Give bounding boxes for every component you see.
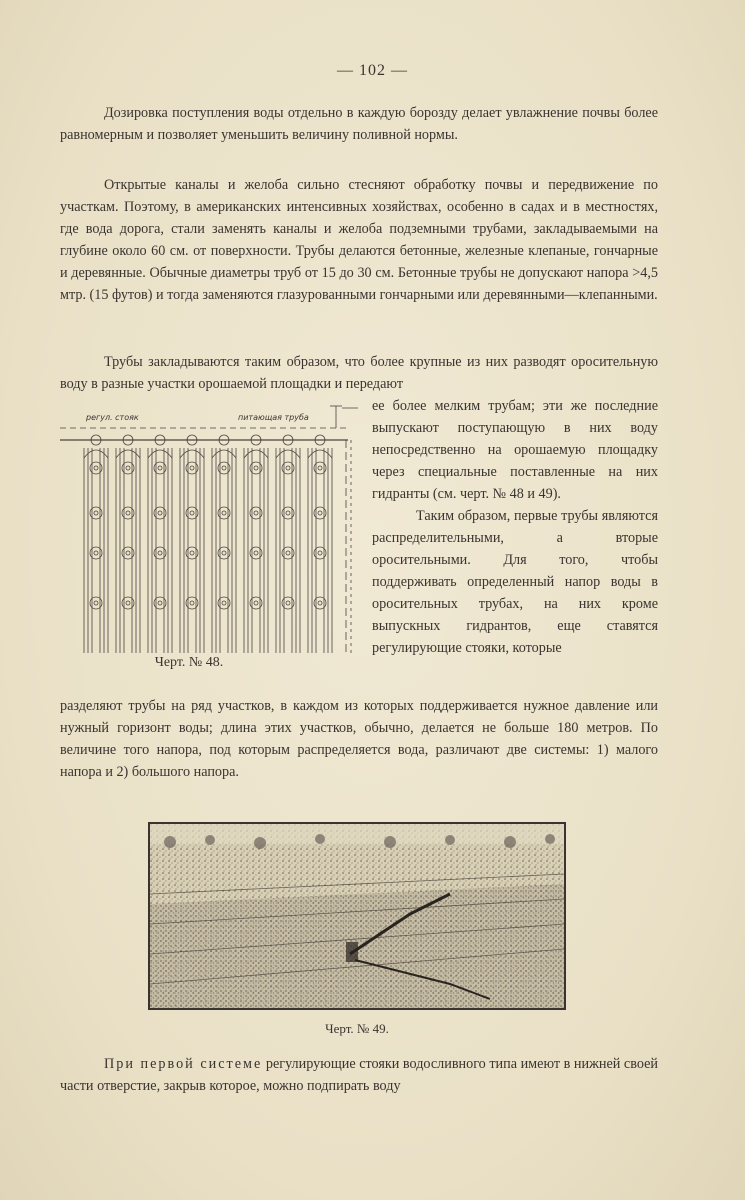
side-text-second: Таким образом, первые трубы являются распределительными, а вторые оросительными. Для того, чтобы поддерживать определенный напор воды в оросительных трубах, на них кроме выпускных гидрантов, еще ставятся регулирующие стояки, которые bbox=[372, 508, 658, 656]
figure-48-hydrant-center bbox=[126, 601, 130, 605]
figure-48-diagram bbox=[58, 398, 358, 658]
figure-48-hydrant-center bbox=[318, 601, 322, 605]
paragraph-dosing: Дозировка поступления воды отдельно в каждую борозду делает увлажнение почвы более равномерным и позволяет уменьшить величину поливной нормы. bbox=[60, 105, 658, 143]
figure-48-hydrant-center bbox=[286, 551, 290, 555]
figure-48-hydrant-center bbox=[286, 466, 290, 470]
figure-48-hydrant-center bbox=[94, 551, 98, 555]
figure-48-hydrant-center bbox=[318, 511, 322, 515]
figure-48-hydrant-center bbox=[126, 466, 130, 470]
figure-48-hydrant-center bbox=[158, 511, 162, 515]
figure-48-hydrant-center bbox=[254, 466, 258, 470]
figure-48-label-standpipe: регул. стояк bbox=[86, 413, 139, 422]
page-number: — 102 — bbox=[337, 62, 408, 79]
figure-48-label-feed-pipe: питающая труба bbox=[238, 413, 309, 422]
spaced-emphasis: При первой системе bbox=[104, 1056, 263, 1072]
figure-49-caption: Черт. № 49. bbox=[325, 1021, 389, 1036]
figure-49-photo bbox=[148, 822, 566, 1010]
figure-48-hydrant-center bbox=[190, 601, 194, 605]
figure-48-hydrant-center bbox=[222, 511, 226, 515]
figure-48-hydrant-center bbox=[94, 601, 98, 605]
figure-48-hydrant-center bbox=[158, 466, 162, 470]
figure-48-hydrant-center bbox=[286, 601, 290, 605]
paragraph-low-pressure-system bbox=[60, 1053, 658, 1097]
side-text-column bbox=[372, 395, 658, 659]
side-text-first: ее более мелким трубам; эти же последние выпускают поступающую в них воду непосредственно на орошаемую площадку через специальные поставленные на них гидранты (см. черт. № 48 и 49). bbox=[372, 398, 658, 502]
figure-48-hydrant-center bbox=[158, 601, 162, 605]
figure-48-hydrant-center bbox=[222, 466, 226, 470]
figure-48-hydrant-center bbox=[286, 511, 290, 515]
figure-48-hydrant-center bbox=[94, 466, 98, 470]
figure-48-hydrant-center bbox=[318, 551, 322, 555]
figure-48-hydrant-center bbox=[158, 551, 162, 555]
figure-48-hydrant-center bbox=[190, 551, 194, 555]
figure-48-hydrant-center bbox=[222, 601, 226, 605]
figure-48-hydrant-center bbox=[190, 466, 194, 470]
figure-48-hydrant-center bbox=[126, 511, 130, 515]
figure-48-hydrant-center bbox=[254, 511, 258, 515]
paragraph-pipes-layout-bottom: разделяют трубы на ряд участков, в каждом из которых поддерживается нужное давление или нужный горизонт воды; длина этих участков, обычно, делается не больше 180 метров. По величине того напора, под которым распределяется вода, различают две системы: 1) малого напора и 2) большого напора. bbox=[60, 698, 658, 780]
figure-48-hydrant-center bbox=[222, 551, 226, 555]
figure-48-hydrant-center bbox=[126, 551, 130, 555]
paragraph-pipes: Открытые каналы и желоба сильно стесняют обработку почвы и передвижение по участкам. Поэтому, в американских интенсивных хозяйствах, особенно в садах и в местностях, где вода дорога, стали заменять каналы и желоба подземными трубами, закладываемыми на глубине около 60 см. от поверхности. Трубы делаются бетонные, железные клепаные, гончарные и деревянные. Обычные диаметры труб от 15 до 30 см. Бетонные трубы не допускают напора >4,5 мтр. (15 футов) и тогда заменяются глазурованными гончарными или деревянными—клепанными. bbox=[60, 177, 658, 303]
figure-48-furrow-arch bbox=[84, 450, 108, 458]
figure-48-hydrant-center bbox=[190, 511, 194, 515]
paragraph-low-pressure-text: регулирующие стояки водосливного типа имеют в нижней своей части отверстие, закрыв которое, можно подпирать воду bbox=[60, 1056, 658, 1094]
figure-48-caption: Черт. № 48. bbox=[154, 655, 224, 670]
figure-48-hydrant-center bbox=[318, 466, 322, 470]
figure-48-hydrant-center bbox=[254, 551, 258, 555]
paragraph-pipes-layout-top: Трубы закладываются таким образом, что более крупные из них разводят оросительную воду в разные участки орошаемой площадки и передают bbox=[60, 354, 658, 392]
figure-48-hydrant-center bbox=[94, 511, 98, 515]
figure-48-hydrant-center bbox=[254, 601, 258, 605]
